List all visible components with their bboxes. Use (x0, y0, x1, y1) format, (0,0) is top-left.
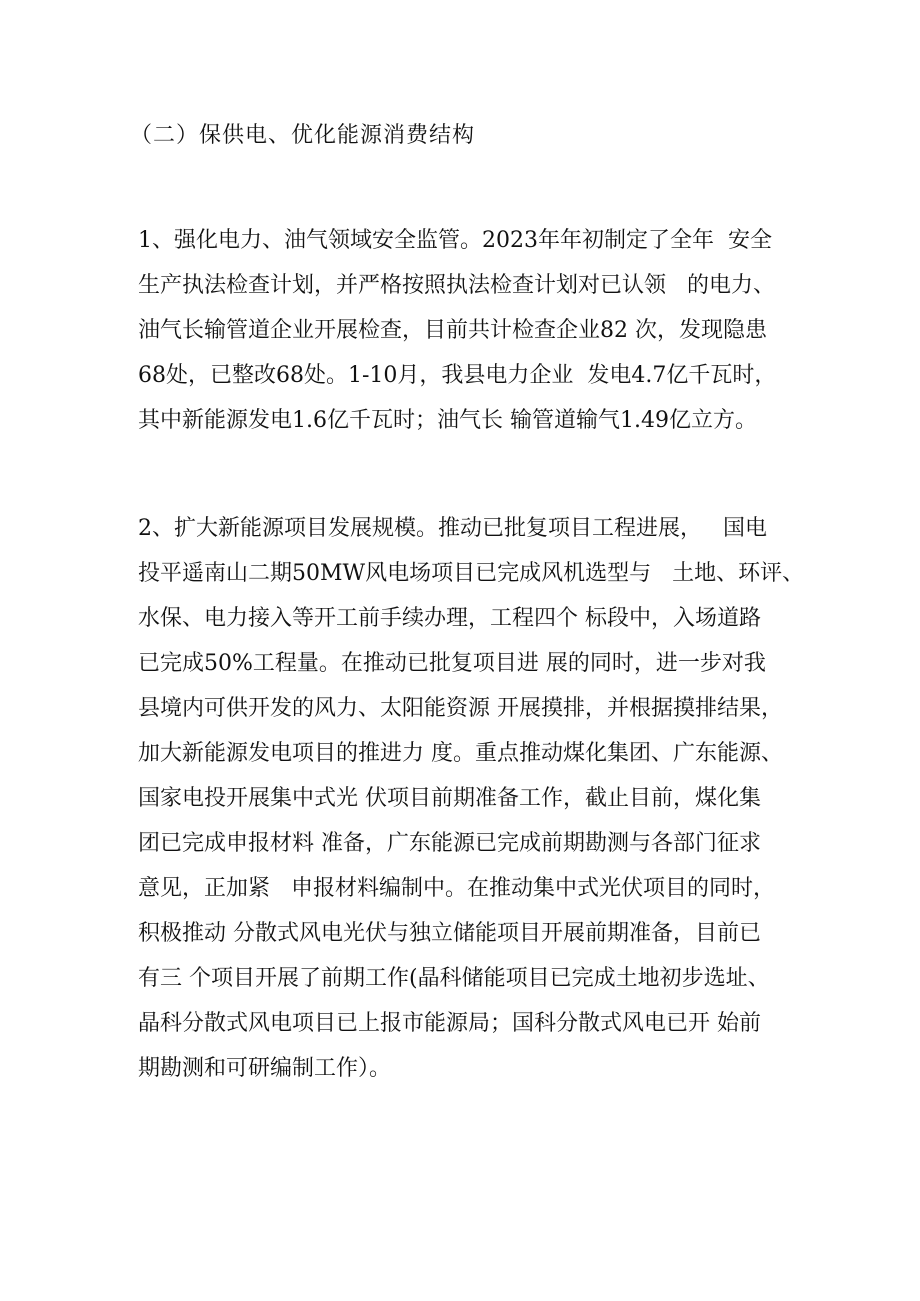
paragraph-line: 积极推动 分散式风电光伏与独立储能项目开展前期准备，目前已 (138, 921, 761, 946)
paragraph-line: 68处，已整改68处。1-10月，我县电力企业 发电4.7亿千瓦时， (138, 363, 777, 388)
paragraph-line: 县境内可供开发的风力、太阳能资源 开展摸排，并根据摸排结果， (138, 696, 783, 721)
paragraph-line: 有三 个项目开展了前期工作(晶科储能项目已完成土地初步选址、 (138, 966, 770, 991)
paragraph-line: 其中新能源发电1.6亿千瓦时；油气长 输管道输气1.49亿立方。 (138, 408, 757, 433)
paragraph-line: 投平遥南山二期50MW风电场项目已完成风机选型与 土地、环评、 (138, 561, 805, 586)
paragraph-line: 2、扩大新能源项目发展规模。推动已批复项目工程进展， 国电 (138, 516, 767, 541)
paragraph-line: 生产执法检查计划，并严格按照执法检查计划对已认领 的电力、 (138, 273, 775, 298)
paragraph-line: 国家电投开展集中式光 伏项目前期准备工作，截止目前，煤化集 (138, 786, 761, 811)
paragraph-new-energy-projects (138, 506, 818, 1091)
paragraph-line: 水保、电力接入等开工前手续办理，工程四个 标段中，入场道路 (138, 606, 761, 631)
paragraph-line: 团已完成申报材料 准备，广东能源已完成前期勘测与各部门征求 (138, 831, 761, 856)
section-heading: （二）保供电、优化能源消费结构 (130, 123, 476, 148)
paragraph-line: 已完成50%工程量。在推动已批复项目进 展的同时，进一步对我 (138, 651, 766, 676)
paragraph-line: 1、强化电力、油气领域安全监管。2023年年初制定了全年 安全 (138, 228, 772, 253)
paragraph-line: 晶科分散式风电项目已上报市能源局；国科分散式风电已开 始前 (138, 1011, 761, 1036)
paragraph-power-oil-safety (138, 218, 818, 443)
paragraph-line: 加大新能源发电项目的推进力 度。重点推动煤化集团、广东能源、 (138, 741, 783, 766)
paragraph-line: 期勘测和可研编制工作）。 (138, 1056, 392, 1081)
paragraph-line: 意见，正加紧 申报材料编制中。在推动集中式光伏项目的同时， (138, 876, 775, 901)
paragraph-line: 油气长输管道企业开展检查，目前共计检查企业82 次，发现隐患 (138, 318, 767, 343)
